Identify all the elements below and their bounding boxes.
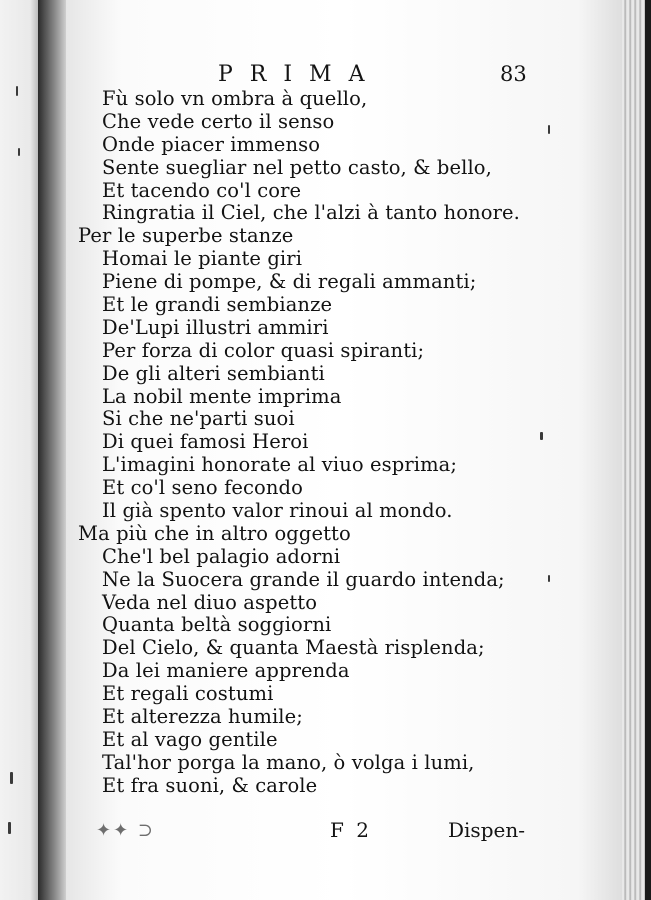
- poem-line: Per le superbe stanze: [78, 224, 294, 248]
- running-head: PRIMA: [218, 62, 382, 87]
- page-stack-edge: [622, 0, 651, 900]
- poem-line: Il già spento valor rinoui al mondo.: [102, 499, 453, 523]
- catchword: Dispen-: [448, 818, 525, 842]
- ink-speck: [16, 86, 18, 96]
- poem-line: Homai le piante giri: [102, 247, 303, 271]
- poem-line: La nobil mente imprima: [102, 384, 342, 408]
- poem-text: [66, 88, 622, 798]
- poem-line: Fù solo vn ombra à quello,: [102, 87, 368, 110]
- poem-line: Et le grandi sembianze: [102, 293, 333, 317]
- poem-line: Ne la Suocera grande il guardo intenda;: [102, 567, 505, 591]
- poem-line: Ringratia il Ciel, che l'alzi à tanto honore.: [102, 201, 520, 225]
- poem-line: Et regali costumi: [102, 682, 274, 706]
- poem-line: Del Cielo, & quanta Maestà risplenda;: [102, 636, 485, 660]
- ink-speck: [540, 432, 543, 440]
- poem-line: Et fra suoni, & carole: [102, 773, 318, 797]
- poem-line: Che vede certo il senso: [102, 109, 335, 133]
- poem-line: Da lei maniere apprenda: [102, 659, 350, 683]
- book-gutter: [38, 0, 66, 900]
- page-number: 83: [500, 62, 527, 86]
- poem-line: Tal'hor porga la mano, ò volga i lumi,: [102, 750, 475, 774]
- ink-speck: [18, 148, 20, 156]
- poem-line: De'Lupi illustri ammiri: [102, 315, 329, 339]
- poem-line: Piene di pompe, & di regali ammanti;: [102, 270, 477, 294]
- ink-speck: [10, 772, 13, 784]
- poem-line: Veda nel diuo aspetto: [102, 590, 318, 614]
- poem-line: Per forza di color quasi spiranti;: [102, 338, 425, 362]
- poem-line: Quanta beltà soggiorni: [102, 613, 332, 637]
- poem-line: Che'l bel palagio adorni: [102, 544, 341, 568]
- bleed-through-mark: ✦✦ ⊃: [96, 820, 155, 841]
- ink-speck: [8, 822, 11, 834]
- poem-line: Et co'l seno fecondo: [102, 476, 303, 500]
- poem-line: Onde piacer immenso: [102, 132, 321, 156]
- ink-speck: [548, 575, 550, 582]
- poem-line: Et alterezza humile;: [102, 705, 303, 729]
- poem-line: Et tacendo co'l core: [102, 178, 302, 202]
- poem-line: Sente suegliar nel petto casto, & bello,: [102, 155, 492, 179]
- poem-line: Di quei famosi Heroi: [102, 430, 309, 454]
- page-footer: [66, 818, 622, 848]
- poem-line: Si che ne'parti suoi: [102, 407, 295, 431]
- poem-line: L'imagini honorate al viuo esprima;: [102, 453, 458, 477]
- poem-line: De gli alteri sembianti: [102, 361, 325, 385]
- facing-page-edge: [0, 0, 38, 900]
- poem-line: Ma più che in altro oggetto: [78, 521, 351, 545]
- ink-speck: [548, 125, 550, 134]
- poem-line: Et al vago gentile: [102, 727, 278, 751]
- signature-mark: F 2: [330, 818, 372, 842]
